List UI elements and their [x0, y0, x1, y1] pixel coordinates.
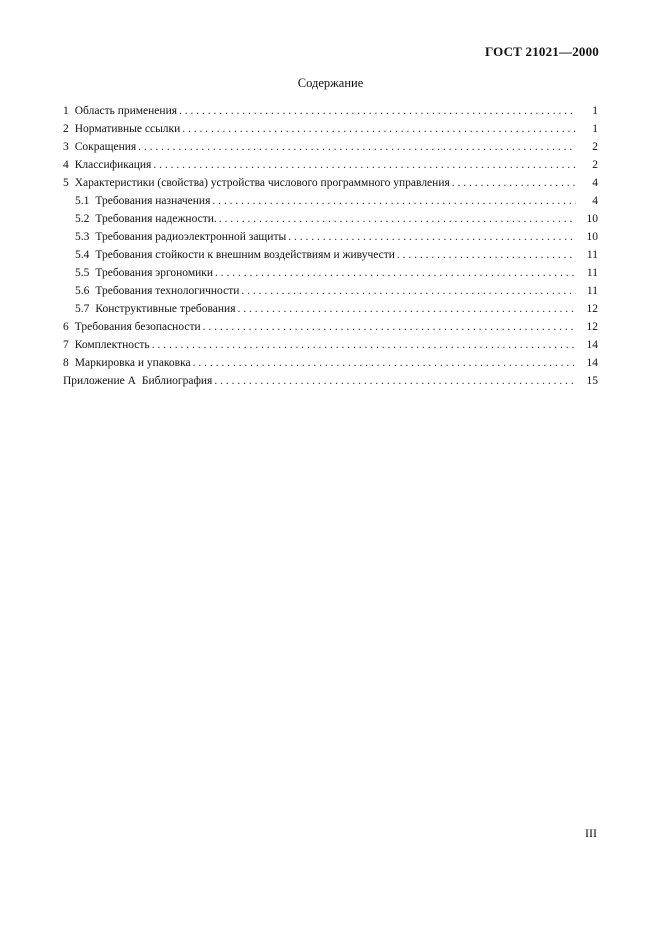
dot-leader: [215, 264, 576, 282]
toc-entry-title: Маркировка и упаковка: [74, 357, 191, 369]
dot-leader: [241, 282, 576, 300]
toc-entry[interactable]: [63, 210, 598, 228]
toc-entry-number: 2: [63, 123, 69, 135]
toc-entry-title: Требования безопасности: [74, 321, 201, 333]
toc-entry[interactable]: [63, 264, 598, 282]
toc-entry[interactable]: [63, 354, 598, 372]
toc-entry[interactable]: [63, 300, 598, 318]
toc-entry-page: 12: [586, 321, 598, 333]
toc-entry-page: 14: [586, 339, 598, 351]
toc-entry-appendix[interactable]: [63, 372, 598, 390]
toc-entry-title: Классификация: [74, 159, 152, 171]
document-standard-id: ГОСТ 21021—2000: [484, 44, 599, 59]
dot-leader: [152, 336, 576, 354]
toc-entry[interactable]: [63, 336, 598, 354]
dot-leader: [212, 192, 576, 210]
toc-entry-number: 5.4: [75, 249, 90, 261]
toc-entry-number: 3: [63, 141, 69, 153]
dot-leader: [179, 102, 576, 120]
toc-entry-page: 10: [586, 213, 598, 225]
toc-entry-title: Требования надежности.: [95, 213, 217, 225]
toc-entry[interactable]: [63, 282, 598, 300]
dot-leader: [219, 210, 576, 228]
toc-entry[interactable]: [63, 318, 598, 336]
toc-entry-page: 12: [586, 303, 598, 315]
toc-entry-page: 1: [592, 105, 598, 117]
toc-entry-title: Конструктивные требования: [95, 303, 236, 315]
dot-leader: [182, 120, 576, 138]
dot-leader: [288, 228, 576, 246]
toc-entry[interactable]: [63, 174, 598, 192]
toc-entry-number: 5.1: [75, 195, 90, 207]
toc-entry-number: 6: [63, 321, 69, 333]
toc-entry[interactable]: [63, 246, 598, 264]
toc-entry-number: 5.7: [75, 303, 90, 315]
toc-entry-number: 5.5: [75, 267, 90, 279]
toc-entry[interactable]: [63, 138, 598, 156]
toc-entry-title: Нормативные ссылки: [74, 123, 181, 135]
toc-entry-number: 1: [63, 105, 69, 117]
toc-title: Содержание: [297, 76, 364, 90]
table-of-contents: [63, 102, 598, 390]
toc-entry-number: 8: [63, 357, 69, 369]
toc-entry-title: Требования технологичности: [95, 285, 240, 297]
toc-entry[interactable]: [63, 228, 598, 246]
toc-entry-page: 4: [592, 195, 598, 207]
dot-leader: [238, 300, 576, 318]
dot-leader: [203, 318, 576, 336]
toc-entry-title: Требования радиоэлектронной защиты: [95, 231, 287, 243]
toc-entry-page: 15: [586, 375, 598, 387]
toc-entry-number: Приложение А: [63, 375, 136, 387]
toc-entry[interactable]: [63, 192, 598, 210]
toc-entry-title: Область применения: [74, 105, 178, 117]
page-number: III: [585, 826, 597, 840]
toc-entry-number: 5.6: [75, 285, 90, 297]
toc-entry-page: 4: [592, 177, 598, 189]
dot-leader: [193, 354, 576, 372]
toc-entry-page: 2: [592, 141, 598, 153]
toc-entry-title: Комплектность: [74, 339, 150, 351]
toc-entry-title: Требования эргономики: [95, 267, 213, 279]
toc-entry[interactable]: [63, 102, 598, 120]
toc-entry-title: Требования стойкости к внешним воздействиям и живучести: [95, 249, 395, 261]
dot-leader: [138, 138, 576, 156]
toc-entry-title: Требования назначения: [95, 195, 211, 207]
toc-entry-number: 4: [63, 159, 69, 171]
toc-entry-page: 1: [592, 123, 598, 135]
toc-entry-page: 11: [586, 249, 598, 261]
toc-entry-page: 11: [586, 267, 598, 279]
toc-entry[interactable]: [63, 156, 598, 174]
toc-entry[interactable]: [63, 120, 598, 138]
toc-entry-page: 2: [592, 159, 598, 171]
dot-leader: [397, 246, 576, 264]
dot-leader: [214, 372, 576, 390]
toc-entry-number: 5.3: [75, 231, 90, 243]
toc-entry-page: 10: [586, 231, 598, 243]
toc-entry-number: 5: [63, 177, 69, 189]
toc-entry-title: Характеристики (свойства) устройства числового программного управления: [74, 177, 450, 189]
toc-entry-title: Библиография: [141, 375, 213, 387]
dot-leader: [452, 174, 576, 192]
toc-entry-number: 5.2: [75, 213, 90, 225]
toc-entry-page: 14: [586, 357, 598, 369]
toc-entry-page: 11: [586, 285, 598, 297]
toc-entry-title: Сокращения: [74, 141, 137, 153]
dot-leader: [153, 156, 576, 174]
toc-entry-number: 7: [63, 339, 69, 351]
